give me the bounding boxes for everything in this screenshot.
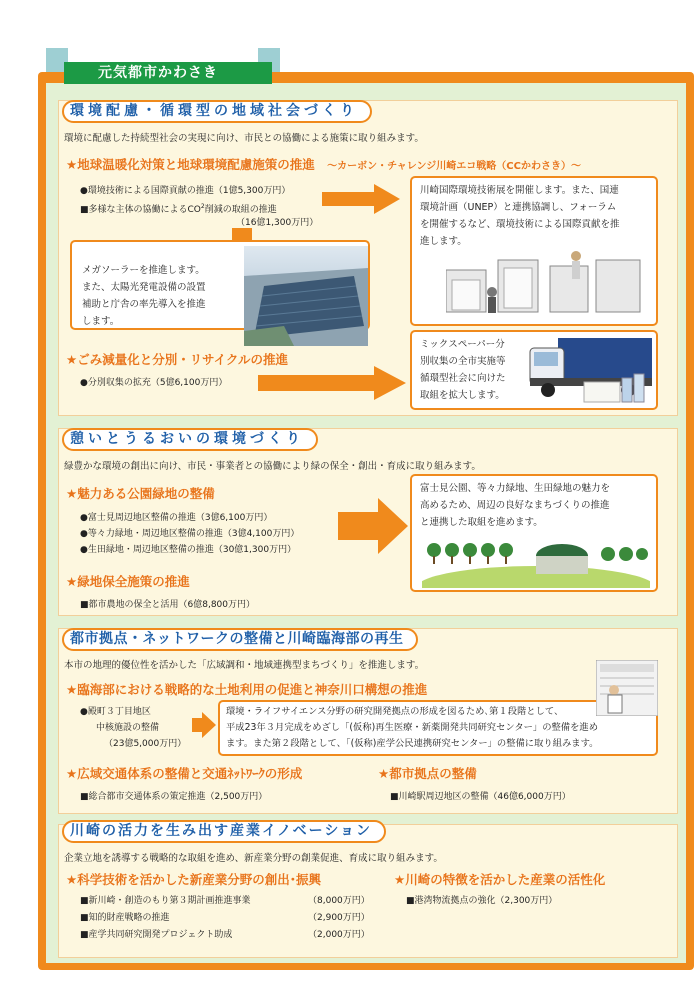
exhibition-booth-illustration bbox=[446, 250, 646, 322]
info-box-line: を開催するなど、環境技術による国際貢献を推 bbox=[420, 219, 620, 230]
list-item: ●環境技術による国際貢献の推進（1億5,300万円） bbox=[80, 186, 291, 196]
subsection-title: ★広域交通体系の整備と交通ﾈｯﾄﾜｰｸの形成 bbox=[66, 766, 303, 781]
list-item-text: 中核施設の整備 bbox=[96, 723, 160, 733]
list-item-amount: （23億5,000万円） bbox=[104, 739, 187, 749]
list-item: ■港湾物流拠点の強化（2,300万円） bbox=[406, 896, 558, 906]
info-box-line: 取組を拡大します。 bbox=[420, 390, 505, 401]
section-title-urban: 都市拠点・ネットワークの整備と川崎臨海部の再生 bbox=[62, 628, 418, 651]
info-box-line: 循環型社会に向けた bbox=[420, 373, 506, 384]
megasolar-photo bbox=[244, 246, 368, 346]
info-box-line: メガソーラーを推進します。 bbox=[82, 265, 205, 276]
recycle-truck-illustration bbox=[528, 334, 656, 406]
subsection-title bbox=[66, 155, 581, 173]
subsection-title: ★ごみ減量化と分別・リサイクルの推進 bbox=[66, 352, 288, 367]
list-item: ●殿町３丁目地区 bbox=[80, 707, 151, 717]
page-title: 元気都市かわさき bbox=[64, 62, 272, 84]
laboratory-illustration bbox=[596, 660, 658, 716]
list-item: ■知的財産戦略の推進 bbox=[80, 913, 170, 923]
section-intro: 本市の地理的優位性を活かした「広域調和・地域連携型まちづくり」を推進します。 bbox=[64, 660, 425, 671]
list-item-amount: （16億1,300万円） bbox=[236, 218, 319, 228]
subsection-title: ★緑地保全施策の推進 bbox=[66, 574, 190, 589]
subsection-title: ★科学技術を活かした新産業分野の創出･振興 bbox=[66, 872, 321, 887]
list-item-amount: （8,000万円） bbox=[308, 896, 370, 906]
subsection-title: ★臨海部における戦略的な土地利用の促進と神奈川口構想の推進 bbox=[66, 682, 428, 697]
info-box-line: 富士見公園、等々力緑地、生田緑地の魅力を bbox=[420, 483, 611, 494]
list-item: ●生田緑地・周辺地区整備の推進（30億1,300万円） bbox=[80, 545, 297, 555]
list-item: ■都市農地の保全と活用（6億8,800万円） bbox=[80, 600, 255, 610]
section-intro: 環境に配慮した持続型社会の実現に向け、市民との協働による施策に取り組みます。 bbox=[64, 133, 424, 144]
info-box-research-center bbox=[218, 700, 658, 756]
list-item: ■総合都市交通体系の策定推進（2,500万円） bbox=[80, 792, 268, 802]
info-box-line: 川崎国際環境技術展を開催します。また、国連 bbox=[420, 185, 619, 196]
park-illustration bbox=[422, 534, 650, 588]
list-item-amount: （2,900万円） bbox=[308, 913, 370, 923]
list-item: ●等々力緑地・周辺地区整備の推進（3億4,100万円） bbox=[80, 529, 300, 539]
section-title-greenery: 憩いとうるおいの環境づくり bbox=[62, 428, 318, 451]
list-item: ■新川崎・創造のもり第３期計画推進事業 bbox=[80, 896, 251, 906]
info-box-line: ミックスペーパー分 bbox=[420, 339, 505, 350]
list-item: ●分別収集の拡充（5億6,100万円） bbox=[80, 378, 228, 388]
list-item-superscript: 2 bbox=[200, 203, 205, 210]
subsection-title: ★魅力ある公園緑地の整備 bbox=[66, 486, 215, 501]
info-box-line: と連携した取組を進めます。 bbox=[420, 517, 543, 528]
arrow-right-icon bbox=[258, 366, 408, 400]
info-box-line: 高めるため、周辺の良好なまちづくりの推進 bbox=[420, 500, 610, 511]
list-item-amount: （2,000万円） bbox=[308, 930, 370, 940]
info-box-line: します。 bbox=[82, 316, 120, 327]
info-box-line: 環境計画（UNEP）と連携協調し、フォーラム bbox=[420, 202, 617, 213]
section-intro: 緑豊かな環境の創出に向け、市民・事業者との協働により緑の保全・創出・育成に取り組みます。 bbox=[64, 461, 481, 472]
section-title-environment: 環境配慮・循環型の地域社会づくり bbox=[62, 100, 372, 123]
arrow-right-icon bbox=[322, 184, 402, 214]
info-box-line: 補助と庁舎の率先導入を推進 bbox=[82, 299, 206, 310]
section-intro: 企業立地を誘導する戦略的な取組を進め、新産業分野の創業促進、育成に取り組みます。 bbox=[64, 853, 443, 864]
info-box-line: 平成23年３月完成をめざし「(仮称)再生医療・新薬開発共同研究センター」の整備を進め bbox=[226, 722, 598, 733]
arrow-right-icon bbox=[338, 498, 410, 554]
subsection-note: ～カーボン・チャレンジ川崎エコ戦略（CCかわさき）～ bbox=[327, 161, 581, 172]
subsection-title: ★都市拠点の整備 bbox=[378, 766, 477, 781]
info-box-line: ます。また第２段階として、「(仮称)産学公民連携研究センター」の整備に取り組みます。 bbox=[226, 738, 599, 749]
info-box-line: 進します。 bbox=[420, 236, 467, 247]
list-item: ●富士見周辺地区整備の推進（3億6,100万円） bbox=[80, 513, 273, 523]
section-title-industry: 川崎の活力を生み出す産業イノベーション bbox=[62, 820, 386, 843]
info-box-line: 別収集の全市実施等 bbox=[420, 356, 506, 367]
megasolar-text bbox=[82, 262, 206, 330]
subsection-title-text: ★地球温暖化対策と地球環境配慮施策の推進 bbox=[66, 157, 315, 172]
list-item: ■産学共同研究開発プロジェクト助成 bbox=[80, 930, 233, 940]
list-item-text: 削減の取組の推進 bbox=[204, 205, 277, 215]
list-item: ■川崎駅周辺地区の整備（46億6,000万円） bbox=[390, 792, 571, 802]
arrow-right-icon bbox=[192, 712, 216, 738]
info-box-line: また、太陽光発電設備の設置 bbox=[82, 282, 206, 293]
subsection-title: ★川崎の特徴を活かした産業の活性化 bbox=[394, 872, 606, 887]
info-box-line: 環境・ライフサイエンス分野の研究開発拠点の形成を図るため､第１段階として、 bbox=[226, 706, 564, 717]
list-item-text: ■多様な主体の協働によるCO bbox=[80, 205, 201, 215]
